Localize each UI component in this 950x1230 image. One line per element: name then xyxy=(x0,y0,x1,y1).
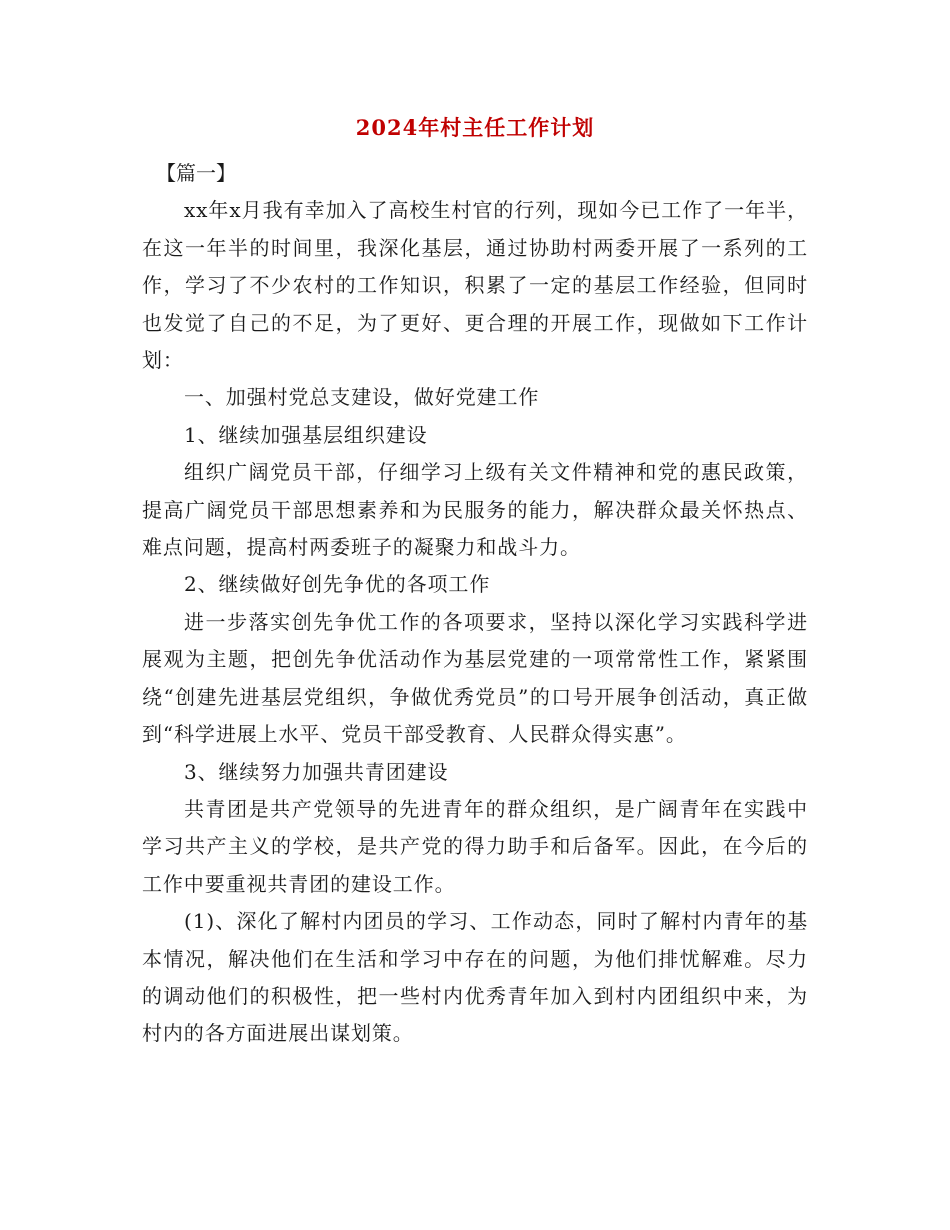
section-label: 【篇一】 xyxy=(156,161,236,185)
paragraph-excellence-campaign: 进一步落实创先争优工作的各项要求，坚持以深化学习实践科学进展观为主题，把创先争优活动作为基层党建的一项常常性工作，紧紧围绕“创建先进基层党组织，争做优秀党员”的口号开展争创活动，真正做到“科学进展上水平、党员干部受教育、人民群众得实惠”。 xyxy=(142,609,808,747)
paragraph-youth-members: (1)、深化了解村内团员的学习、工作动态，同时了解村内青年的基本情况，解决他们在生活和学习中存在的问题，为他们排忧解难。尽力的调动他们的积极性，把一些村内优秀青年加入到村内团组织中来，为村内的各方面进展出谋划策。 xyxy=(142,909,808,1046)
subheading-excellence-campaign: 2、继续做好创先争优的各项工作 xyxy=(184,572,491,597)
intro-paragraph: xx年x月我有幸加入了高校生村官的行列，现如今已工作了一年半，在这一年半的时间里，我深化基层，通过协助村两委开展了一系列的工作，学习了不少农村的工作知识，积累了一定的基层工作经验，但同时也发觉了自己的不足，为了更好、更合理的开展工作，现做如下工作计划： xyxy=(142,198,808,373)
document-body xyxy=(142,155,808,1053)
heading-party-building: 一、加强村党总支建设，做好党建工作 xyxy=(184,385,540,410)
paragraph-grassroots-organization: 组织广阔党员干部，仔细学习上级有关文件精神和党的惠民政策，提高广阔党员干部思想素养和为民服务的能力，解决群众最关怀热点、难点问题，提高村两委班子的凝聚力和战斗力。 xyxy=(142,460,808,560)
document-title: 2024年村主任工作计划 xyxy=(355,115,595,140)
subheading-youth-league: 3、继续努力加强共青团建设 xyxy=(184,759,449,784)
paragraph-youth-league: 共青团是共产党领导的先进青年的群众组织，是广阔青年在实践中学习共产主义的学校，是共产党的得力助手和后备军。因此，在今后的工作中要重视共青团的建设工作。 xyxy=(142,796,808,896)
subheading-grassroots-organization: 1、继续加强基层组织建设 xyxy=(184,422,428,447)
